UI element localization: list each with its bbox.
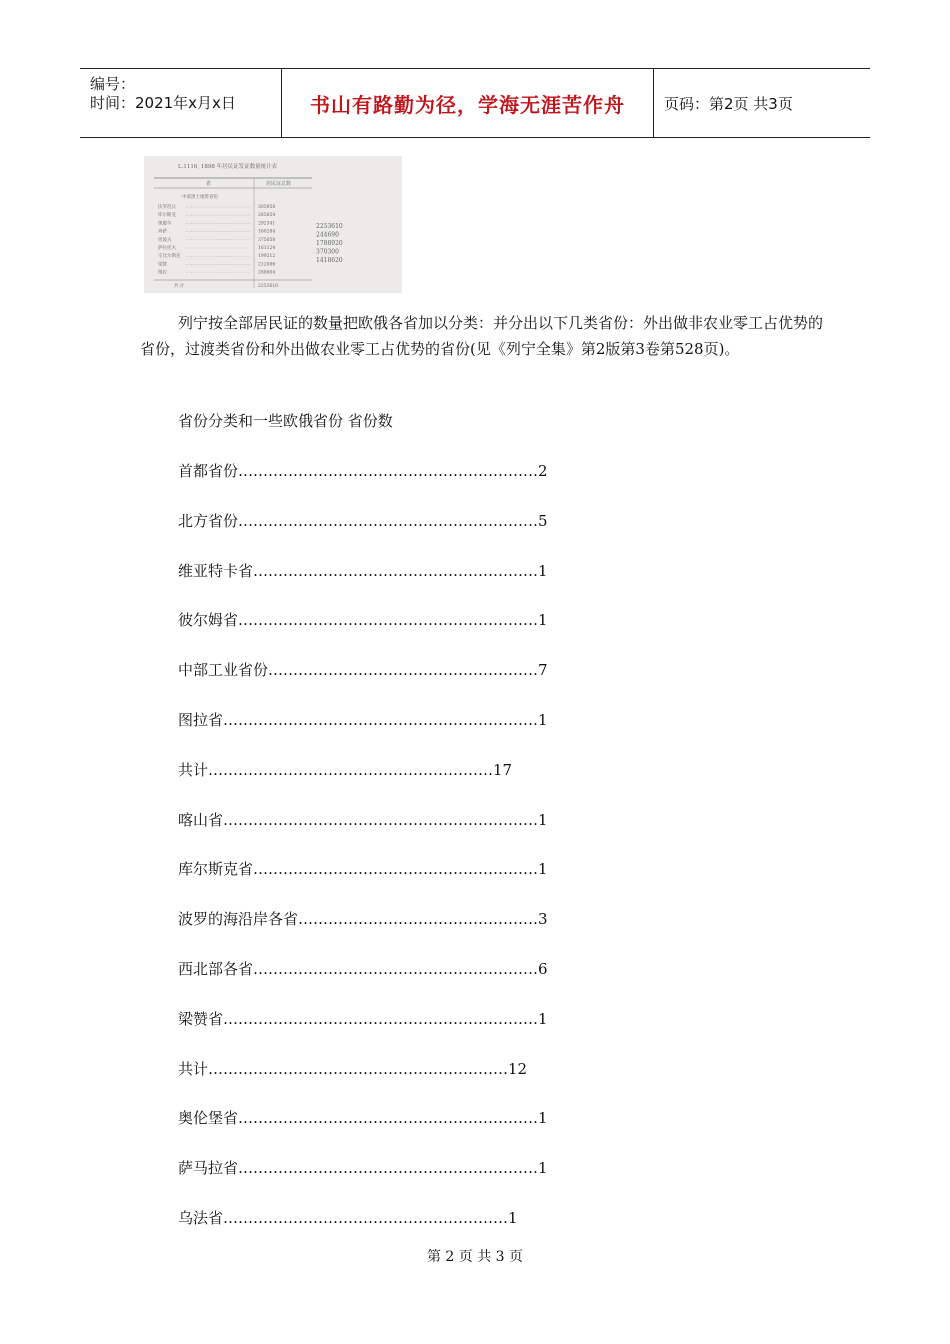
list-item: 图拉省………………………………………………………1	[178, 711, 548, 729]
scan-row-value: 212086	[258, 262, 276, 268]
document-time-label: 时间：2021年x月x日	[90, 94, 236, 112]
scan-row-name: 沃罗涅日	[158, 205, 176, 210]
scan-row-name: 萨拉托夫	[158, 246, 176, 251]
scan-row-name: 坦波夫	[158, 237, 172, 243]
scan-row-value: 292341	[258, 221, 276, 227]
list-item: 库尔斯克省…………………………………………………1	[178, 860, 548, 879]
scan-rows	[158, 203, 275, 276]
list-item: 共计…………………………………………………17	[178, 760, 513, 779]
scan-side-value: 370300	[316, 248, 339, 256]
list-item: 奥伦堡省……………………………………………………1	[178, 1109, 548, 1128]
scan-total-value: 2253610	[258, 284, 279, 289]
scanned-table-image	[144, 156, 402, 293]
header-motto: 书山有路勤为径，学海无涯苦作舟	[310, 92, 625, 117]
scan-col-total: 居民证总数	[266, 181, 292, 187]
header-meta-cell	[80, 69, 282, 137]
scan-row-value: 285854	[258, 213, 276, 219]
list-item: 彼尔姆省……………………………………………………1	[178, 611, 548, 630]
scan-row-name: 库尔斯克	[158, 213, 176, 219]
document-number-label: 编号：	[90, 75, 136, 93]
scan-side-value: 244690	[316, 231, 339, 239]
table-heading: 省份分类和一些欧俄省份 省份数	[178, 412, 393, 430]
scan-side-values	[316, 223, 343, 264]
scan-row-name: 辛比尔斯克	[158, 254, 181, 260]
scan-side-value: 1788920	[316, 240, 343, 247]
scan-total-label: 共 计	[174, 284, 185, 289]
header-page-cell	[654, 69, 870, 137]
list-item: 萨马拉省……………………………………………………1	[178, 1159, 548, 1178]
list-item: 北方省份……………………………………………………5	[178, 511, 548, 530]
list-item: 波罗的海沿岸各省…………………………………………3	[178, 910, 548, 929]
list-item: 中部工业省份………………………………………………7	[178, 661, 548, 680]
list-item: 共计……………………………………………………12	[178, 1059, 528, 1078]
scan-row-value: 160284	[258, 229, 276, 235]
scan-col-province: 省	[206, 181, 212, 187]
scan-row-name: 图拉	[158, 270, 167, 276]
scan-row-name: 奥廖尔	[158, 221, 172, 227]
list-item: 西北部各省…………………………………………………6	[178, 960, 548, 978]
scan-side-value: 2253610	[316, 223, 343, 230]
scan-title: L.1116, 1898 年居民证发证数量统计表	[178, 164, 278, 170]
scan-row-value: 199212	[258, 254, 276, 260]
scan-row-value: 288604	[258, 270, 276, 276]
scan-section: 中部黑土地带省份	[182, 195, 218, 200]
header-motto-cell	[282, 69, 654, 137]
list-item: 首都省份……………………………………………………2	[178, 462, 548, 480]
page-footer: 第 2 页 共 3 页	[426, 1249, 524, 1265]
list-item: 维亚特卡省…………………………………………………1	[178, 561, 548, 580]
scan-row-value: 161124	[258, 246, 276, 251]
scan-row-value: 375058	[258, 237, 276, 243]
scan-row-name: 梁赞	[158, 262, 167, 268]
scan-row-value: 303958	[258, 205, 276, 210]
scan-side-value: 1418620	[316, 257, 343, 264]
list-item: 梁赞省………………………………………………………1	[178, 1009, 548, 1028]
scan-row-name: 奔萨	[158, 229, 167, 235]
page-header	[80, 68, 870, 138]
intro-paragraph: 列宁按全部居民证的数量把欧俄各省加以分类：并分出以下几类省份：外出做非农业零工占优势的省份，过渡类省份和外出做农业零工占优势的省份(见《列宁全集》第2版第3卷第528页)。	[140, 314, 824, 358]
scanned-table-svg	[144, 156, 402, 293]
list-item: 喀山省………………………………………………………1	[178, 810, 548, 829]
header-page-number: 页码：第2页 共3页	[664, 94, 793, 113]
list-item: 乌法省…………………………………………………1	[178, 1209, 518, 1227]
